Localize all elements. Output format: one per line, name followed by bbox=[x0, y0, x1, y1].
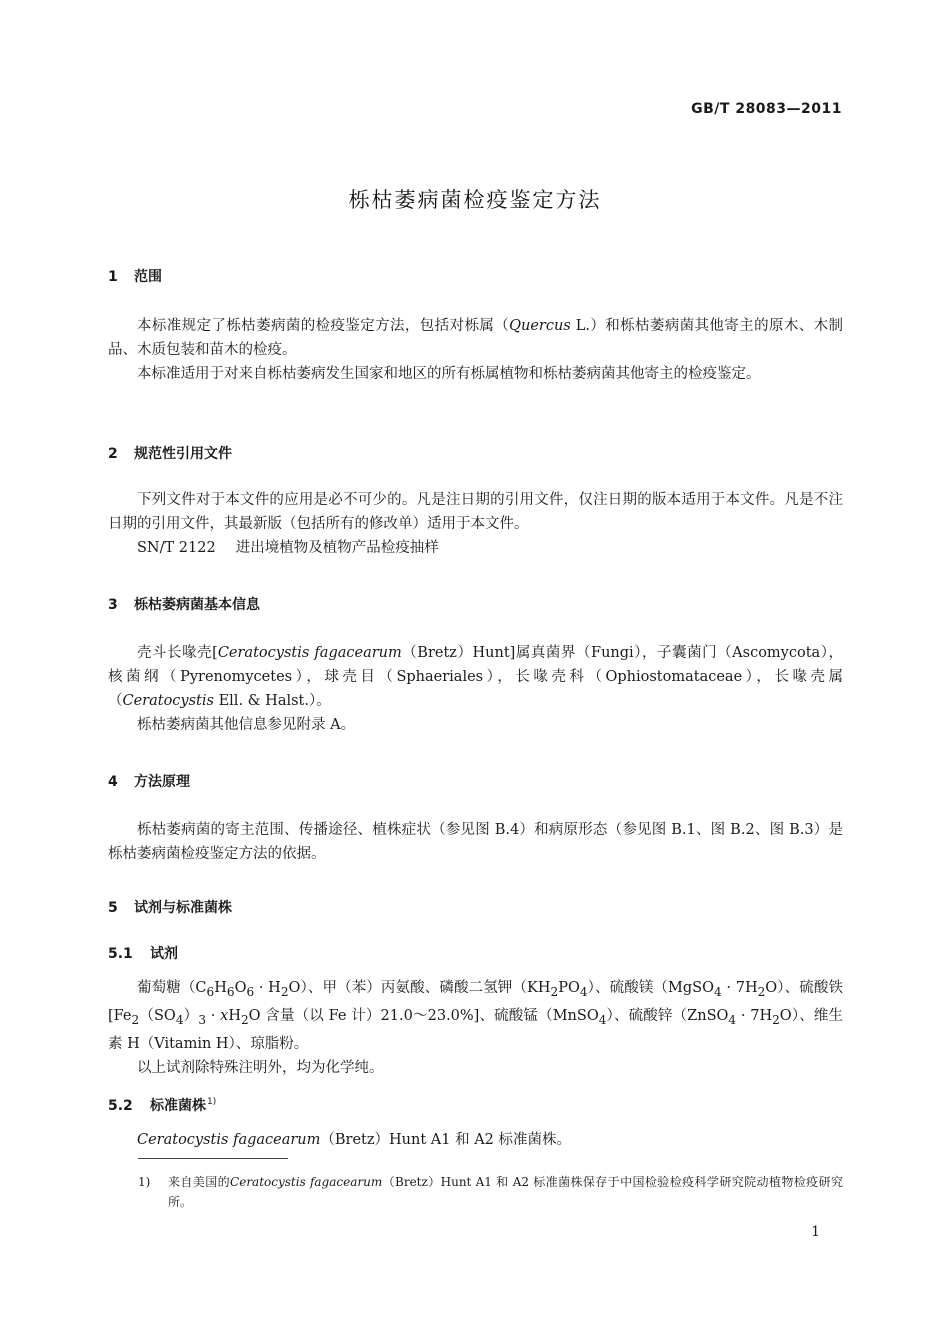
section-3-body bbox=[108, 641, 843, 737]
section-title: 试剂 bbox=[150, 946, 178, 962]
section-4-heading bbox=[108, 771, 190, 791]
section-5-2-body bbox=[108, 1128, 843, 1152]
section-5-1-heading bbox=[108, 943, 178, 963]
section-title: 标准菌株 bbox=[150, 1098, 206, 1114]
section-1-body bbox=[108, 314, 843, 386]
section-title: 试剂与标准菌株 bbox=[134, 900, 232, 916]
latin-name: Ceratocystis bbox=[122, 693, 214, 709]
latin-name: Ceratocystis fagacearum bbox=[230, 1175, 383, 1189]
paragraph: 栎枯萎病菌的寄主范围、传播途径、植株症状（参见图 B.4）和病原形态（参见图 B.1、图 B.2、图 B.3）是栎枯萎病菌检疫鉴定方法的依据。 bbox=[108, 822, 843, 862]
reagent-list: 葡萄糖$(C_6H_6O_6 \cdot H_2O)$、甲（苯）丙氨酸、磷酸二氢钾$(KH_2PO_4)$、硫酸镁（MgSO$_4$ · $7H_2O$）、硫酸铁[$Fe_2(SO_4)_3 \cdot xH_2O$ 含量（以 Fe 计）21.0～23.0%]、硫酸锰（MnSO$_4$）、硫酸锌（ZnSO$_4$ · $7H_2O$）、维生素 H（Vitamin H）、琼脂粉。 bbox=[108, 980, 844, 1052]
page-number: 1 bbox=[811, 1224, 820, 1240]
reference-title: 进出境植物及植物产品检疫抽样 bbox=[235, 540, 439, 556]
section-4-body bbox=[108, 818, 843, 866]
section-5-1-body bbox=[108, 976, 843, 1080]
section-number: 5.2 bbox=[108, 1098, 133, 1114]
reference-code: SN/T 2122 bbox=[137, 540, 216, 556]
document-title: 栎枯萎病菌检疫鉴定方法 bbox=[348, 188, 602, 212]
paragraph: 栎枯萎病菌其他信息参见附录 A。 bbox=[137, 717, 356, 733]
paragraph: 下列文件对于本文件的应用是必不可少的。凡是注日期的引用文件，仅注日期的版本适用于本文件。凡是不注日期的引用文件，其最新版（包括所有的修改单）适用于本文件。 bbox=[108, 492, 843, 532]
section-title: 栎枯萎病菌基本信息 bbox=[134, 597, 260, 613]
section-number: 4 bbox=[108, 774, 118, 790]
section-2-heading bbox=[108, 443, 232, 463]
footnote-reference[interactable]: 1) bbox=[207, 1097, 217, 1108]
section-title: 范围 bbox=[134, 269, 162, 285]
paragraph: 本标准规定了栎枯萎病菌的检疫鉴定方法，包括对栎属（Quercus L.）和栎枯萎病菌其他寄主的原木、木制品、木质包装和苗木的检疫。 bbox=[108, 318, 843, 358]
latin-name: Ceratocystis fagacearum bbox=[137, 1132, 321, 1148]
footnote-mark: 1) bbox=[138, 1175, 151, 1189]
latin-name: Ceratocystis fagacearum bbox=[217, 645, 402, 661]
section-title: 方法原理 bbox=[134, 774, 190, 790]
section-number: 1 bbox=[108, 269, 118, 285]
section-5-2-heading bbox=[108, 1095, 216, 1115]
paragraph: 壳斗长喙壳[Ceratocystis fagacearum（Bretz）Hunt]属真菌界（Fungi），子囊菌门（Ascomycota），核菌纲（Pyrenomycetes），球壳目（Sphaeriales），长喙壳科（Ophiostomataceae），长喙壳属（Ceratocystis Ell. & Halst.）。 bbox=[108, 645, 843, 709]
section-number: 5.1 bbox=[108, 946, 133, 962]
paragraph: 以上试剂除特殊注明外，均为化学纯。 bbox=[137, 1059, 384, 1076]
section-number: 5 bbox=[108, 900, 118, 916]
section-number: 2 bbox=[108, 446, 118, 462]
footnote bbox=[138, 1172, 843, 1212]
latin-name: Quercus bbox=[509, 318, 571, 334]
footnote-rule bbox=[138, 1158, 288, 1159]
footnote-text: 来自美国的Ceratocystis fagacearum（Bretz）Hunt A1 和 A2 标准菌株保存于中国检验检疫科学研究院动植物检疫研究所。 bbox=[168, 1175, 843, 1209]
section-number: 3 bbox=[108, 597, 118, 613]
section-2-body bbox=[108, 488, 843, 560]
standard-number: GB/T 28083—2011 bbox=[691, 101, 842, 117]
section-1-heading bbox=[108, 266, 162, 286]
paragraph: Ceratocystis fagacearum（Bretz）Hunt A1 和 A2 标准菌株。 bbox=[137, 1132, 572, 1148]
section-title: 规范性引用文件 bbox=[134, 446, 232, 462]
normative-reference bbox=[108, 536, 843, 560]
paragraph: 本标准适用于对来自栎枯萎病发生国家和地区的所有栎属植物和栎枯萎病菌其他寄主的检疫鉴定。 bbox=[137, 366, 761, 382]
section-5-heading bbox=[108, 897, 232, 917]
section-3-heading bbox=[108, 594, 260, 614]
